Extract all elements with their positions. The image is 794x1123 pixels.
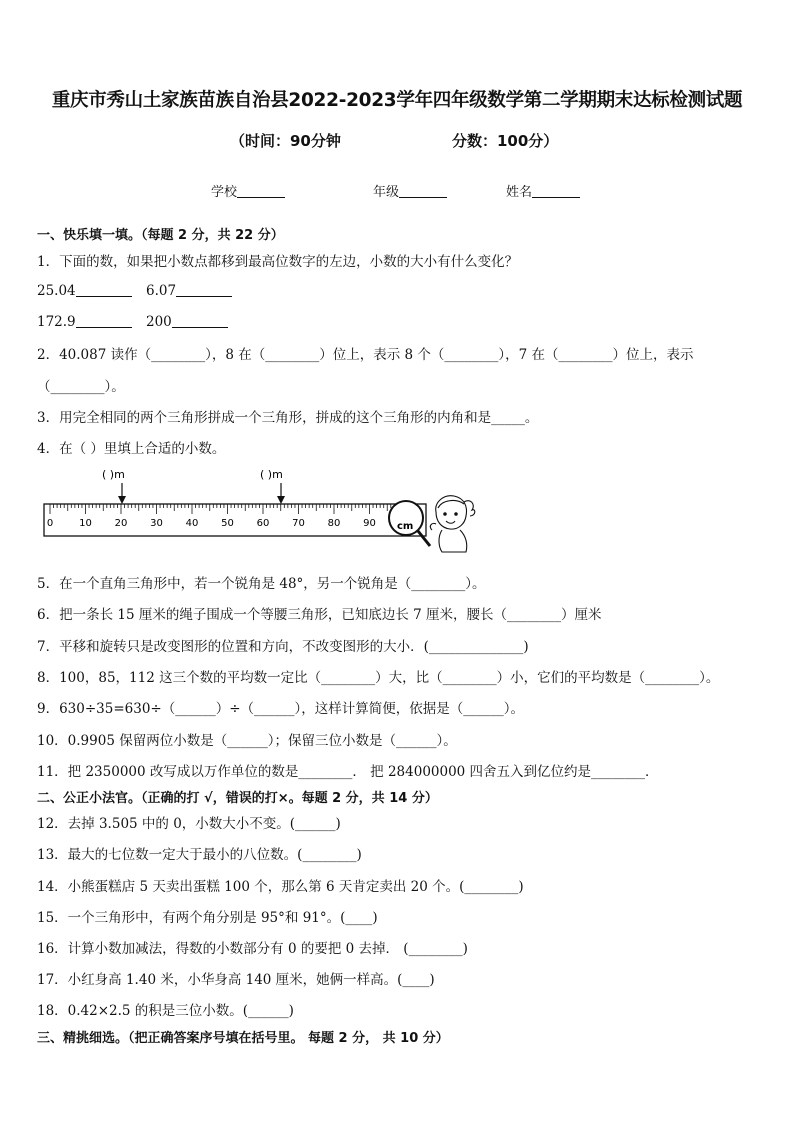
ruler-tick-label: 50	[221, 518, 234, 529]
question-17: 17．小红身高 1.40 米，小华身高 140 厘米，她俩一样高。(____)	[37, 972, 435, 988]
q1-blank-b[interactable]	[176, 284, 232, 297]
ruler-unit: cm	[397, 521, 414, 532]
question-6: 6．把一条长 15 厘米的绳子围成一个等腰三角形，已知底边长 7 厘米，腰长（________）厘米	[37, 607, 602, 623]
page-title: 重庆市秀山土家族苗族自治县2022-2023学年四年级数学第二学期期末达标检测试题	[51, 90, 743, 111]
ruler-tick-label: 80	[327, 518, 341, 529]
grade-blank[interactable]	[399, 185, 447, 198]
section-2-heading: 二、公正小法官。（正确的打 √，错误的打×。每题 2 分，共 14 分）	[37, 791, 438, 806]
ruler-tick-label: 90	[363, 518, 376, 529]
exam-score: 分数：100分）	[452, 132, 559, 150]
question-13: 13．最大的七位数一定大于最小的八位数。(________)	[37, 847, 362, 863]
ruler-label-left: ( )m	[102, 468, 125, 481]
school-blank[interactable]	[237, 185, 285, 198]
question-2-line-2: （________）。	[37, 379, 125, 395]
question-14: 14．小熊蛋糕店 5 天卖出蛋糕 100 个，那么第 6 天肯定卖出 20 个。(________)	[37, 879, 524, 895]
ruler-figure	[40, 464, 480, 556]
question-4: 4．在（ ）里填上合适的小数。	[37, 441, 226, 457]
question-5: 5．在一个直角三角形中，若一个锐角是 48°，另一个锐角是（________）。	[37, 576, 486, 592]
q1-blank-c[interactable]	[76, 315, 132, 328]
grade-label: 年级	[373, 185, 400, 200]
question-1: 1．下面的数，如果把小数点都移到最高位数字的左边，小数的大小有什么变化？	[37, 254, 519, 270]
q1-item-c: 172.9	[37, 314, 132, 330]
ruler-tick-label: 40	[185, 518, 199, 529]
ruler-label-right: ( )m	[260, 468, 283, 481]
arrow-right-head-icon	[277, 496, 285, 504]
ruler-tick-label: 10	[79, 518, 92, 529]
question-3: 3．用完全相同的两个三角形拼成一个三角形，拼成的这个三角形的内角和是_____。	[37, 410, 539, 426]
question-7: 7．平移和旋转只是改变图形的位置和方向，不改变图形的大小．(______________)	[37, 639, 529, 655]
question-2-line-1: 2．40.087 读作（________），8 在（________）位上，表示 8 个（________），7 在（________）位上，表示	[37, 347, 694, 363]
q1-item-a: 25.04	[37, 283, 132, 299]
name-field	[506, 181, 580, 200]
question-15: 15．一个三角形中，有两个角分别是 95°和 91°。(____)	[37, 910, 378, 926]
ruler-tick-label: 20	[114, 518, 128, 529]
ruler-tick-label: 60	[256, 518, 270, 529]
school-label: 学校	[211, 185, 238, 200]
question-12: 12．去掉 3.505 中的 0，小数大小不变。(______)	[37, 816, 341, 832]
question-18: 18．0.42×2.5 的积是三位小数。(______)	[37, 1003, 294, 1019]
q1-blank-d[interactable]	[172, 315, 228, 328]
q1-item-d: 200	[146, 314, 228, 330]
q1-item-b: 6.07	[146, 283, 232, 299]
question-11: 11．把 2350000 改写成以万作单位的数是________． 把 284000000 四舍五入到亿位约是________．	[37, 764, 659, 780]
section-3-heading: 三、精挑细选。（把正确答案序号填在括号里。 每题 2 分， 共 10 分）	[37, 1031, 449, 1046]
ruler-tick-label: 30	[150, 518, 163, 529]
girl-icon	[430, 496, 474, 552]
grade-field	[373, 181, 447, 200]
question-16: 16．计算小数加减法，得数的小数部分有 0 的要把 0 去掉． (________)	[37, 941, 468, 957]
name-blank[interactable]	[532, 185, 580, 198]
exam-time: （时间：90分钟	[230, 132, 341, 150]
question-9: 9．630÷35=630÷（______）÷（______），这样计算简便，依据是（______）。	[37, 701, 525, 717]
arrow-left-head-icon	[118, 496, 126, 504]
ruler-tick-label: 0	[46, 518, 54, 529]
school-field	[211, 181, 285, 200]
ruler-tick-label: 70	[292, 518, 305, 529]
name-label: 姓名	[506, 185, 533, 200]
q1-blank-a[interactable]	[76, 284, 132, 297]
question-8: 8．100，85，112 这三个数的平均数一定比（________）大，比（________）小，它们的平均数是（________）。	[37, 670, 720, 686]
question-10: 10．0.9905 保留两位小数是（______）；保留三位小数是（______）。	[37, 733, 457, 749]
section-1-heading: 一、快乐填一填。（每题 2 分，共 22 分）	[37, 228, 284, 243]
